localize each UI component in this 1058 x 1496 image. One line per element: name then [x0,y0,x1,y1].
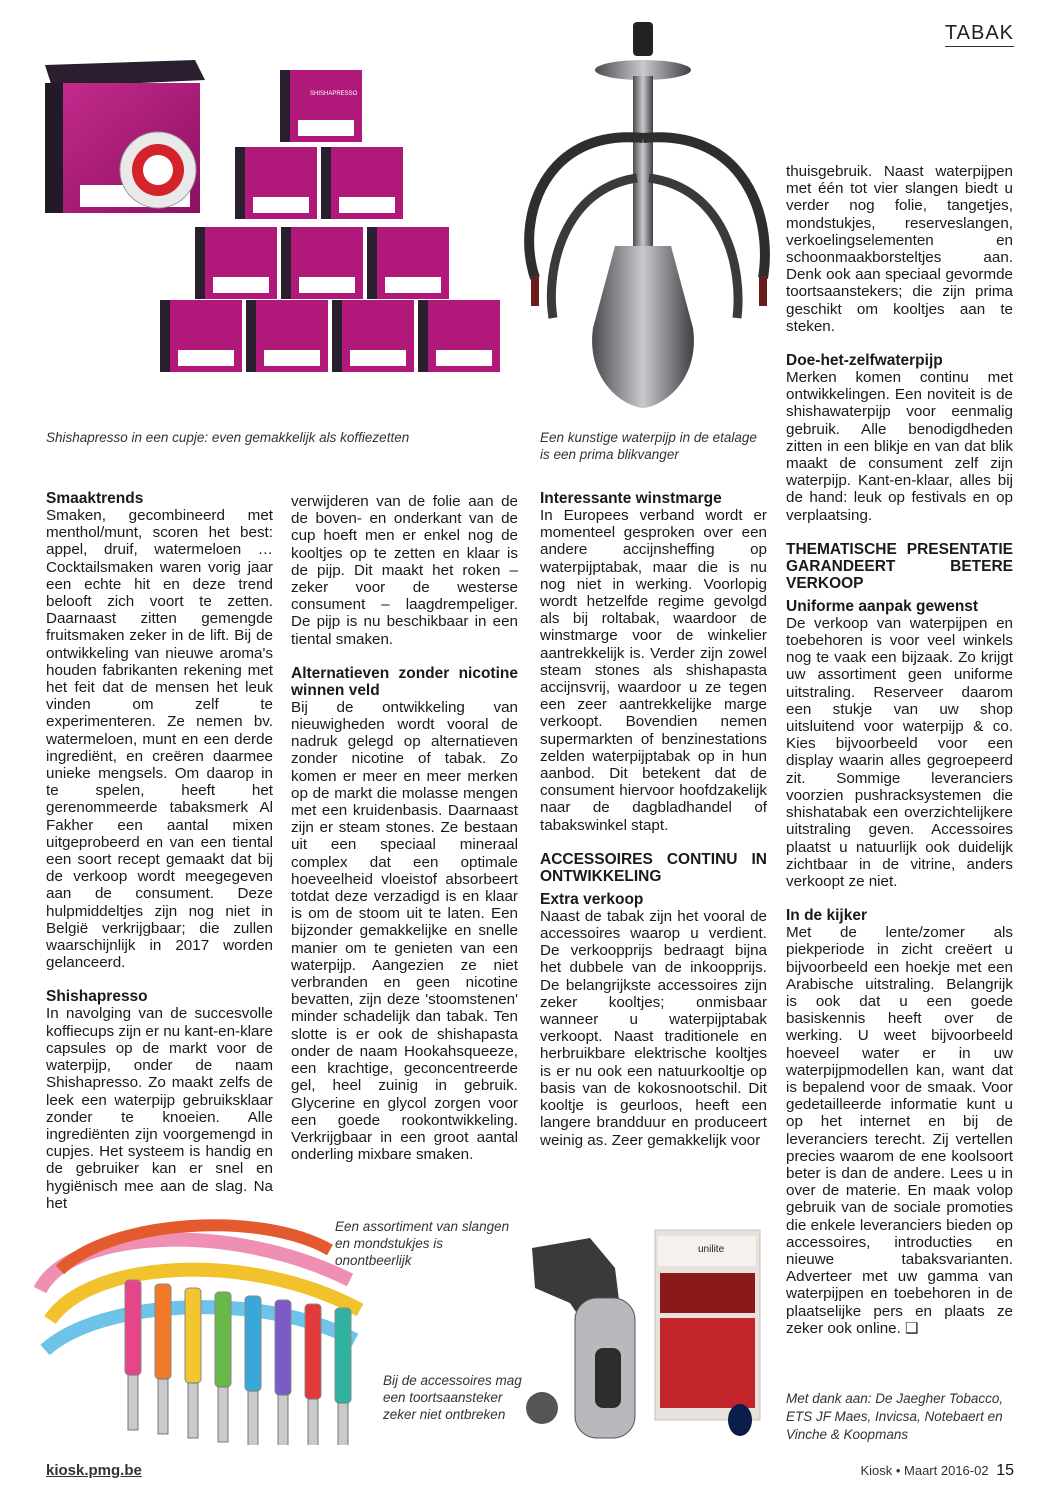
caption-toortsaansteker [383,1372,522,1423]
thanks-line: ETS JF Maes, Invicsa, Notebaert en [786,1409,1003,1424]
hoses-image [30,1210,370,1445]
hose-handle [275,1300,291,1395]
section-label: TABAK [945,22,1014,47]
caption-line: en mondstukjes is [335,1236,444,1251]
column-4 [786,163,1013,1337]
heading-alternatieven: Alternatieven zonder nicotine winnen veld [291,664,518,699]
box-side [195,227,205,299]
shishapresso-boxes-image [40,55,510,405]
thanks-line: Vinche & Koopmans [786,1427,909,1442]
hose-handle [335,1308,351,1403]
heading-thematisch: THEMATISCHE PRESENTATIE GARANDEERT BETERE VERKOOP [786,540,1013,592]
paragraph-doe-het-zelf: Merken komen continu met ontwikkelingen. Een noviteit is de shishawaterpijp voor eenmalig gebruik. Alle benodigdheden zitten in een blikje en van dat blik maakt de consument zelf zijn waterpijp. Kant-en-klaar, alles bij de hand: leuk op festivals en op verplaatsing. [786,369,1013,524]
box-warning-label [298,120,354,136]
heading-kijker: In de kijker [786,907,867,925]
caption-slangen [335,1218,509,1269]
box-warning-label [253,197,309,213]
box-side [160,300,170,372]
caption-line: Bij de accessoires mag [383,1373,522,1388]
caption-line: Een kunstige waterpijp in de etalage [540,430,757,445]
hose-mouthpiece [158,1379,168,1434]
column-3 [540,490,767,1149]
hose-handle [215,1292,231,1387]
paragraph-kijker: Met de lente/zomer als piekperiode in zicht creëert u bijvoorbeeld een hoekje met een Arabische uitstraling. Belangrijk is ook dat u een goede basiskennis heeft over de werking. U weet bijvoorbeeld hoeveel water er in uw waterpijpmodellen kan, want dat is bepalend voor de smaak. Voor gedetailleerde informatie kunt u op het internet en bij de leveranciers terecht. Zij vertellen precies waarom de ene koolsoort beter is dan de andere. Lees u in over de materie. En maak volop gebruik van de sociale promoties die enkele leveranciers bieden op accessoires, introducties en nieuwe tabaksvarianten. Adverteer met uw gamma van waterpijpen en toebehoren in de plaatselijke pers en plaats ze zeker ook online. ❑ [786,924,1013,1337]
box-warning-label [436,350,492,366]
box-warning-label [385,277,441,293]
hose-handle [155,1284,171,1379]
heading-smaaktrends: Smaaktrends [46,490,144,507]
paragraph-winstmarge: In Europees verband wordt er momenteel gesproken over een andere accijnsheffing op waterpijptabak, maar die is nu nog niet in werking. Voorlopig wordt hetzelfde regime gevolgd als bij roltabak, waardoor de winstmarge voor de winkelier aantrekkelijk is. Verder zijn zowel steam stones als shishapasta accijnsvrij, waardoor u ze tegen een zeer aantrekkelijke marge verkoopt. Bovendien nemen supermarkten of benzinestations zelden waterpijptabak op in hun aanbod. Dit betekent dat de consument hiervoor hoofdzakelijk naar de dagbladhandel of tabakswinkel stapt. [540,507,767,834]
paragraph-continued: verwijderen van de folie aan de de boven- en onderkant van de cup hoeft men er enkel nog de kooltjes op te zetten en klaar is de pijp. Dit maakt het roken – zeker voor de westerse consument – laagdrempeliger. De pijp is nu beschikbaar in een tiental smaken. [291,493,518,648]
hose-mouthpiece [188,1383,198,1438]
paragraph-continued: thuisgebruik. Naast waterpijpen met één tot vier slangen biedt u verder nog folie, tangetjes, mondstukjes, reserveslangen, verkoelingselementen en schoonmaakborsteltjes aan. Denk ook aan speciaal gevormde toortsaanstekers; die zijn prima geschikt om kooltjes aan te steken. [786,163,1013,335]
box-side [281,227,291,299]
paragraph-extra-verkoop: Naast de tabak zijn het vooral de accessoires waarop u verdient. De verkoopprijs bedraagt bijna het dubbele van de inkoopprijs. De belangrijkste accessoires zijn zeker kooltjes; onmisbaar wanneer u waterpijptabak verkoopt. Naast traditionele en herbruikbare elektrische kooltjes is er nu ook een natuurkooltje op basis van de kokosnootschil. Dit kooltje is geurloos, heeft een langere brandduur en produceert weinig as. Zeer gemakkelijk voor [540,907,767,1149]
hose-mouthpiece [248,1391,258,1445]
hookah-image [505,18,780,418]
box-side [367,227,377,299]
heading-doe-het-zelf: Doe-het-zelfwaterpijp [786,352,943,370]
caption-shishapresso: Shishapresso in een cupje: even gemakkelijk als koffiezetten [46,430,410,445]
caption-line: is een prima blikvanger [540,447,679,462]
caption-line: zeker niet ontbreken [383,1407,506,1422]
box-warning-label [178,350,234,366]
paragraph-alternatieven: Bij de ontwikkeling van nieuwigheden wordt vooral de nadruk gelegd op alternatieven zonder nicotine of tabak. Zo komen er meer en meer merken op de markt die molasse mengen met een kruidenbasis. Daarnaast zijn er steam stones. Ze bestaan uit een speciaal mineraal complex dat een optimale hoeveelheid vloeistof absorbeert totdat deze verzadigd is en klaar is om de stoom uit te laten. Een bijzonder gemakkelijke en snelle manier om te genieten van een waterpijp. Aangezien ze niet verbranden en geen nicotine bevatten, zijn deze 'stoomstenen' minder schadelijk dan tabak. Ten slotte is er ook de shishapasta onder de naam Hookahsqueeze, een krachtige, geconcentreerde gel, heel zuinig in gebruik. Glycerine en glycol zorgen voor een goede rookontwikkeling. Verkrijgbaar in een groot aantal onderling mixbare smaken. [291,698,518,1164]
footer-site-link[interactable]: kiosk.pmg.be [46,1462,142,1479]
box-side [235,147,245,219]
box-brand-label: SHISHAPRESSO [310,91,358,97]
hose-mouthpiece [338,1403,348,1445]
caption-line: onontbeerlijk [335,1253,412,1268]
paragraph-shishapresso: In navolging van de succesvolle koffiecups zijn er nu kant-en-klare capsules op de markt voor de waterpijp, onder de naam Shishapresso. Zo maakt zelfs de leek een waterpijp gebruiksklaar zonder te knoeien. Alle ingrediënten zijn voorgemengd in cupjes. Het systeem is handig en de gebruiker kan er snel en hygiënisch mee aan de slag. Na het [46,1005,273,1212]
box-side [418,300,428,372]
heading-shishapresso: Shishapresso [46,988,148,1006]
heading-uniforme: Uniforme aanpak gewenst [786,597,979,615]
column-2 [291,493,518,1163]
hose-mouthpiece [128,1375,138,1430]
page-number: 15 [996,1462,1014,1479]
thanks-line: Met dank aan: De Jaegher Tobacco, [786,1391,1004,1406]
hose-mouthpiece [218,1387,228,1442]
column-1 [46,490,273,1212]
hose-handle [245,1296,261,1391]
torch-lighter-image [520,1228,770,1448]
caption-line: Een assortiment van slangen [335,1219,510,1234]
hose-mouthpiece [278,1395,288,1445]
heading-extra-verkoop: Extra verkoop [540,890,644,908]
hose-mouthpiece [308,1399,318,1445]
thanks-note [786,1390,1016,1444]
paragraph-smaaktrends: Smaken, gecombineerd met menthol/munt, scoren het best: appel, druif, watermeloen … Cocktailsmaken waren vorig jaar een echte hit en deze trend belooft zich voort te zetten. Daarnaast zitten gemengde fruitsmaken zeker in de lift. Bij de ontwikkeling van nieuwe aroma's houden fabrikanten rekening met het feit dat de mensen het leuk vinden om zelf te experimenteren. Ze nemen bv. watermeloen, munt en een derde ingrediënt, en creëren daarmee unieke mengsels. Om daarop in te spelen, heeft het gerenommeerde tabaksmerk Al Fakher een aantal mixen uitgeprobeerd en van een tiental een soort recept gemaakt dat bij de verkoop wordt meegegeven aan de consument. Deze hulpmiddeltjes zijn nog niet in België verkrijgbaar; die zullen waarschijnlijk in 2017 worden gelanceerd. [46,507,273,972]
box-side [332,300,342,372]
footer-magazine: Kiosk • Maart 2016-02 [860,1463,989,1478]
lighter-brand-label: unilite [698,1244,725,1255]
hose-handle [185,1288,201,1383]
hose-handle [125,1280,141,1375]
footer-publication [860,1462,1014,1480]
hose-handle [305,1304,321,1399]
box-side [280,70,290,142]
heading-winstmarge: Interessante winstmarge [540,490,722,507]
box-warning-label [264,350,320,366]
box-warning-label [299,277,355,293]
heading-accessoires: ACCESSOIRES CONTINU IN ONTWIKKELING [540,850,767,885]
caption-line: een toortsaansteker [383,1390,503,1405]
box-side [321,147,331,219]
caption-waterpijp [540,429,757,463]
box-warning-label [339,197,395,213]
paragraph-uniforme: De verkoop van waterpijpen en toebehoren is voor veel winkels nog te vaak een bijzaak. Zo krijgt uw assortiment geen uniforme uitstraling. Reserveer daarom een stukje van uw shop uitsluitend voor waterpijp & co. Kies bijvoorbeeld voor een display waarin alles gegroepeerd zit. Sommige leveranciers voorzien pushracksystemen die shishatabak een overzichtelijkere uitstraling geven. Accessoires plaatst u natuurlijk ook duidelijk zichtbaar in de vitrine, anders verkoopt ze niet. [786,614,1013,890]
box-warning-label [213,277,269,293]
box-side [246,300,256,372]
box-warning-label [350,350,406,366]
